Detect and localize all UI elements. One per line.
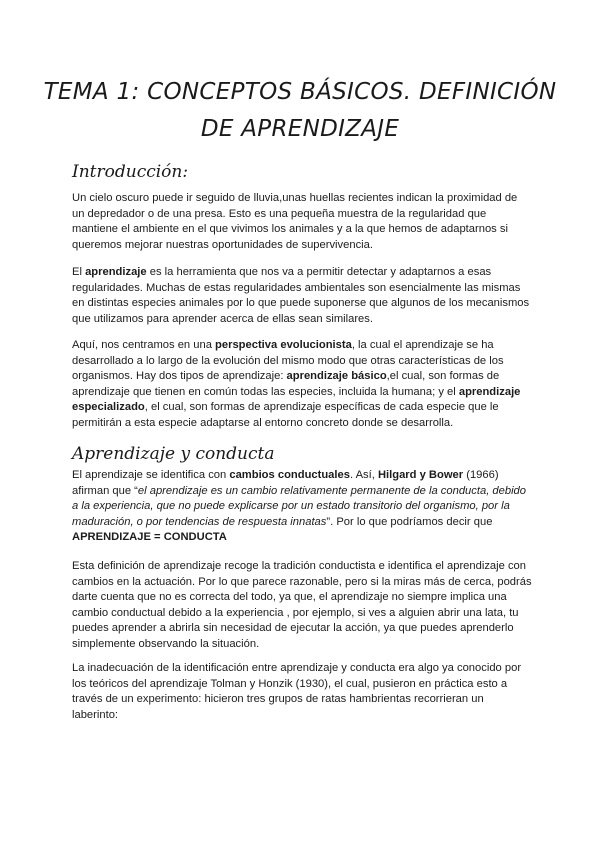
text-run: (1966) afirman que “ (72, 469, 499, 497)
section-heading-aprendizaje-conducta: Aprendizaje y conducta (72, 444, 275, 464)
text-run: El (72, 266, 86, 278)
text-run: Aquí, nos centramos en una (72, 339, 216, 351)
conducta-paragraph-1 (72, 468, 532, 546)
intro-paragraph-3 (72, 338, 532, 432)
section-heading-introduccion: Introducción: (72, 162, 189, 182)
text-run: El aprendizaje se identifica con (72, 469, 230, 481)
text-run: . Así, (349, 469, 378, 481)
formula-aprendizaje-conducta: APRENDIZAJE = CONDUCTA (72, 531, 227, 544)
bold-term-cambios: cambios conductuales (229, 469, 350, 481)
conducta-paragraph-2: Esta definición de aprendizaje recoge la tradición conductista e identifica el aprendizaje con cambios en la actuación. Por lo que parece razonable, pero si la miras más de cerca, podrás darte cuenta que no es correcta del todo, ya que, el aprendizaje no siempre implica una cambio conductual debido a la experiencia , por ejemplo, si ves a alguien abrir una lata, tu puedes aprender a abrirla sin necesidad de ejecutar la acción, ya que puedes aprenderlo simplemente observando la situación. (72, 560, 532, 650)
conducta-paragraph-3: La inadecuación de la identificación entre aprendizaje y conducta era algo ya conocido por los teóricos del aprendizaje Tolman y Honzik (1930), el cual, pusieron en práctica esto a través de un experimento: hicieron tres grupos de ratas hambrientas recorrieran un laberinto: (72, 662, 522, 721)
text-run: , la cual el aprendizaje se ha desarrollado a lo largo de la evolución del mismo modo que otras características de los organismos. Hay dos tipos de aprendizaje: (72, 339, 504, 383)
title-line-1: TEMA 1: CONCEPTOS BÁSICOS. DEFINICIÓN (43, 79, 557, 105)
title-line-2: DE APRENDIZAJE (200, 116, 400, 142)
bold-term-especializado: aprendizaje especializado (72, 385, 521, 414)
bold-term-perspectiva: perspectiva evolucionista (215, 339, 352, 351)
page-title (40, 74, 560, 148)
text-run: es la herramienta que nos va a permitir detectar y adaptarnos a esas regularidades. Muchas de estas regularidades ambientales son esencialmente las mismas en distintas especies animales por lo que puede suponerse que algunos de los mecanismos que utilizamos para aprender acerca de ellas sean similares. (72, 266, 530, 325)
bold-term-hilgard-bower: Hilgard y Bower (377, 469, 464, 481)
intro-paragraph-1: Un cielo oscuro puede ir seguido de lluvia,unas huellas recientes indican la proximidad de un depredador o de una presa. Esto es una pequeña muestra de la regularidad que mantiene el ambiente en el que vivimos los animales y a la que hemos de adaptarnos si queremos mejorar nuestras oportunidades de supervivencia. (72, 192, 518, 251)
text-run: ,el cual, son formas de aprendizaje que tienen en común todas las especies, incluida la humana; y el (72, 370, 500, 398)
bold-term-basico: aprendizaje básico (286, 370, 387, 383)
quote-definition: el aprendizaje es un cambio relativamente permanente de la conducta, debido a la experiencia, que no puede explicarse por un estado transitorio del organismo, por la maduración, o por tendencias de respuesta innatas (72, 484, 527, 528)
text-run: , el cual, son formas de aprendizaje específicas de cada especie que le permitirán a esta especie adaptarse al entorno concreto donde se desarrolla. (72, 401, 499, 429)
text-run: ”. Por lo que podríamos decir que (326, 515, 493, 528)
bold-term-aprendizaje: aprendizaje (85, 266, 147, 278)
intro-paragraph-2 (72, 265, 532, 327)
